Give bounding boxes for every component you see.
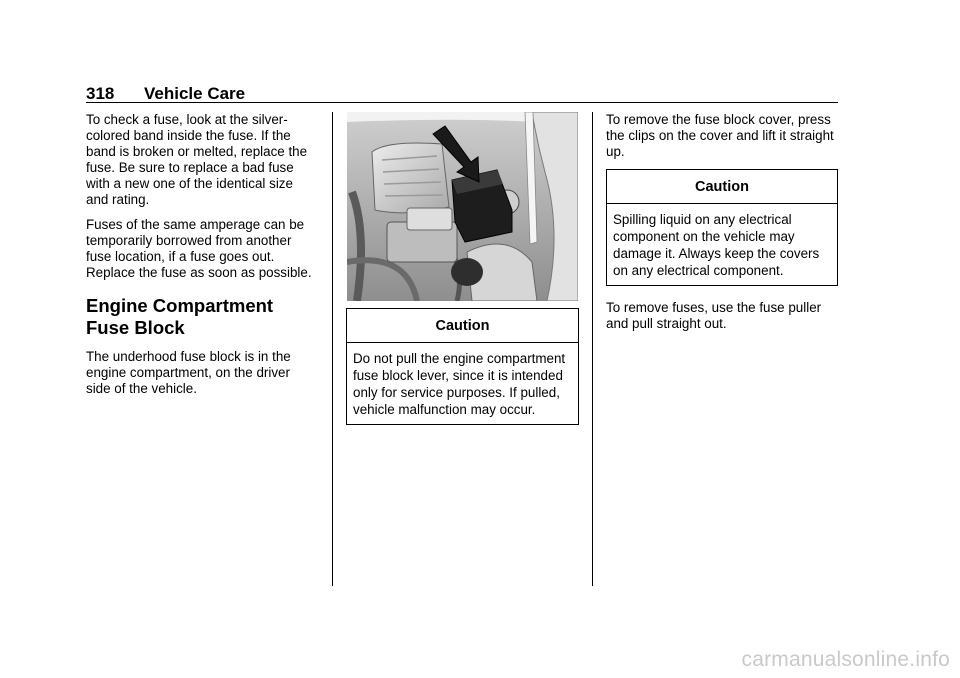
engine-compartment-photo — [347, 112, 578, 301]
page-header — [86, 84, 838, 104]
fuse-check-paragraph: To check a fuse, look at the silver-colored band inside the fuse. If the band is broken or melted, replace the fuse. Be sure to replace a bad fuse with a new one of the identical size and rating. — [86, 112, 308, 207]
engine-fuse-block-heading: Engine Compartment Fuse Block — [86, 295, 274, 338]
watermark-text: carmanualsonline.info — [741, 648, 950, 671]
column-left — [86, 112, 318, 406]
remove-cover-paragraph: To remove the fuse block cover, press the clips on the cover and lift it straight up. — [606, 112, 834, 159]
caution-text: Spilling liquid on any electrical component on the vehicle may damage it. Always keep the covers on any electrical component. — [613, 212, 820, 278]
column-divider-right — [592, 112, 593, 586]
fuse-block-location-paragraph: The underhood fuse block is in the engine compartment, on the driver side of the vehicle. — [86, 349, 291, 396]
column-right — [606, 112, 838, 341]
page-number: 318 — [86, 84, 115, 103]
caution-title: Caution — [347, 309, 578, 343]
fuse-borrow-paragraph: Fuses of the same amperage can be temporarily borrowed from another fuse location, if a fuse goes out. Replace the fuse as soon as possible. — [86, 217, 312, 280]
caution-text: Do not pull the engine compartment fuse block lever, since it is intended only for service purposes. If pulled, vehicle malfunction may occur. — [353, 351, 566, 417]
caution-title: Caution — [607, 170, 837, 204]
column-divider-left — [332, 112, 333, 586]
section-title: Vehicle Care — [144, 84, 246, 103]
caution-box-spilling-liquid — [606, 169, 838, 286]
remove-fuses-paragraph: To remove fuses, use the fuse puller and pull straight out. — [606, 300, 822, 331]
caution-box-fuse-lever — [346, 308, 579, 425]
header-rule — [86, 102, 838, 103]
